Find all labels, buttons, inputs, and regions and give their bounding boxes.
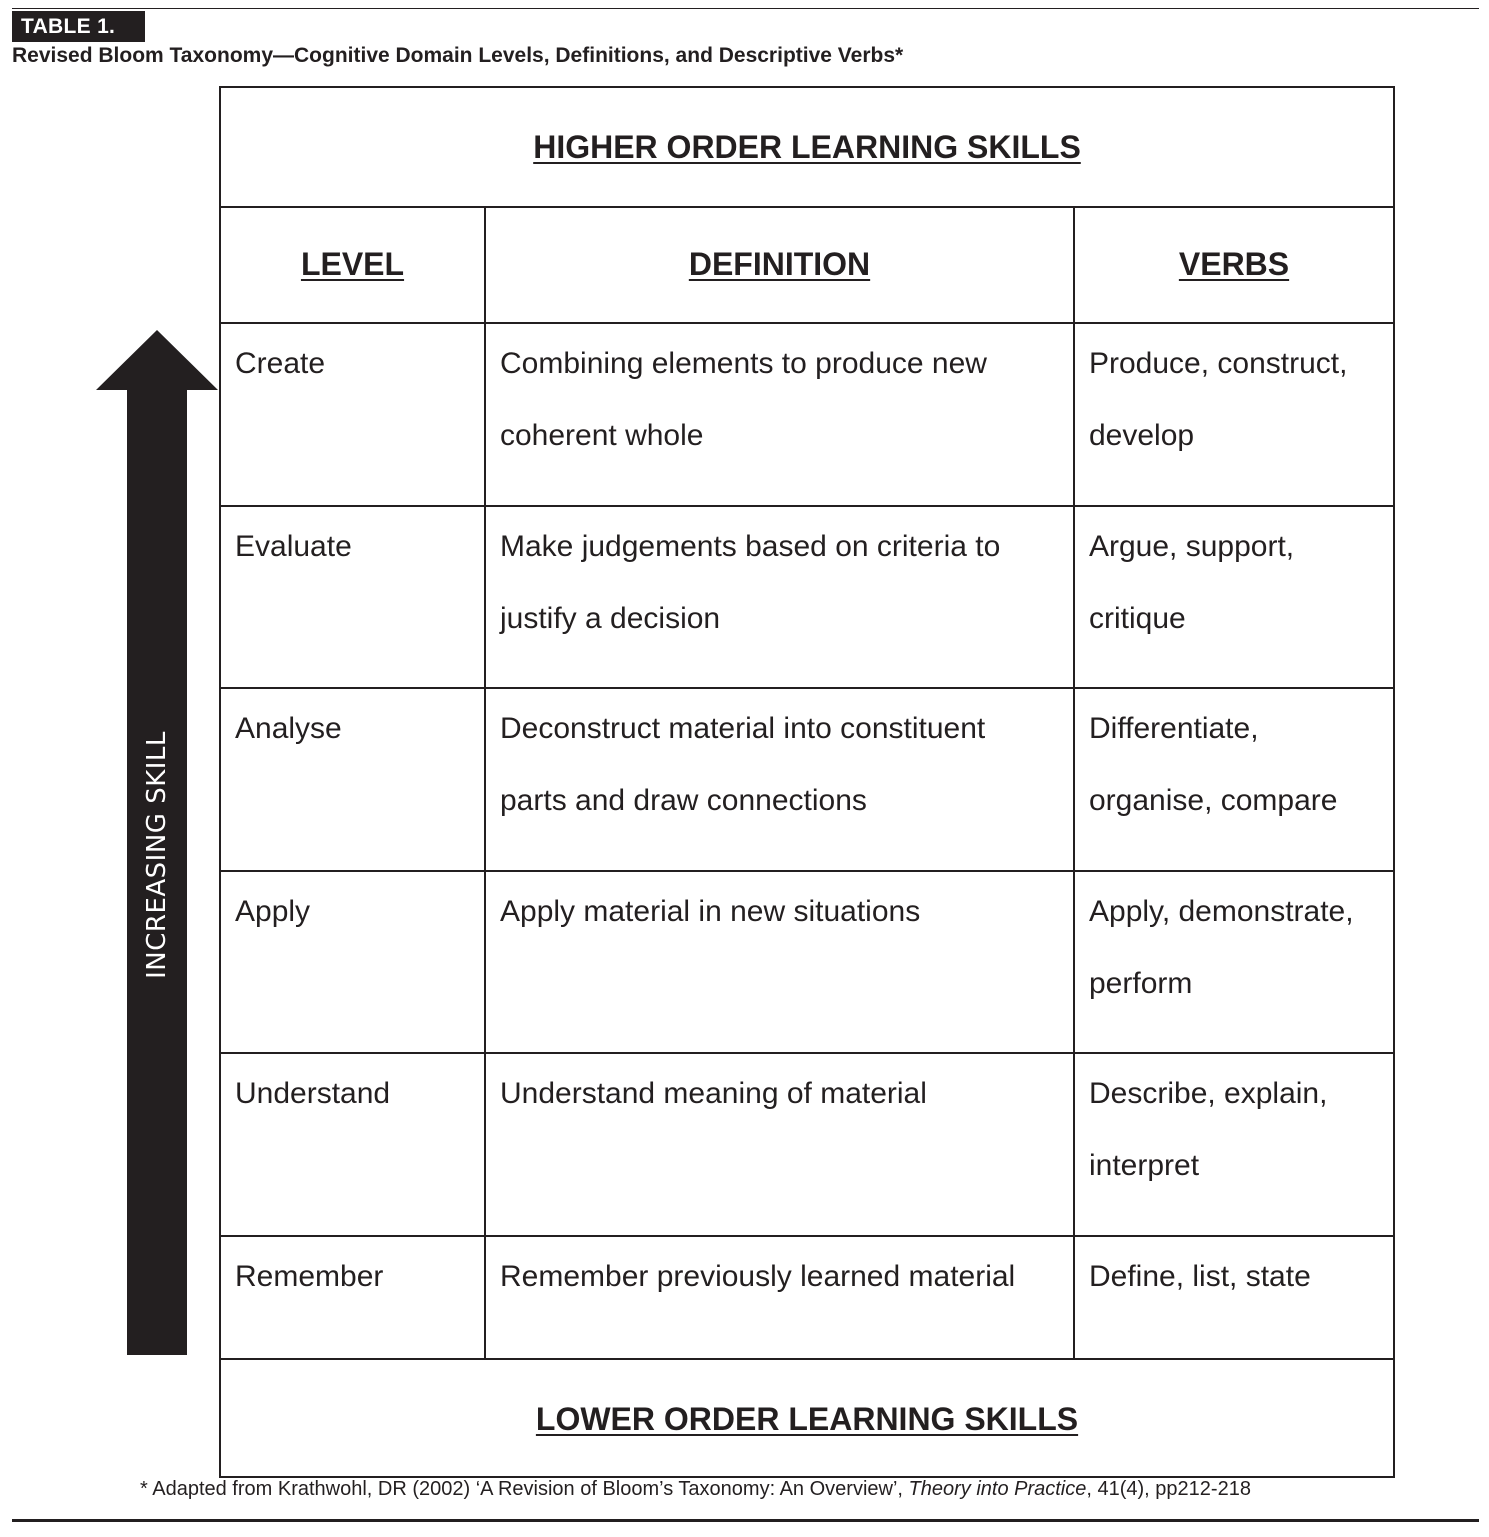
footnote — [140, 1478, 1251, 1501]
table-label: TABLE 1. — [12, 11, 145, 42]
header-definition — [486, 206, 1075, 324]
lower-order-band — [221, 1358, 1393, 1478]
row-apply-level: Apply — [221, 872, 486, 1054]
definition-header-text: DEFINITION — [688, 245, 871, 282]
header-level — [221, 206, 486, 324]
bottom-rule — [12, 1519, 1479, 1522]
taxonomy-grid — [221, 206, 1393, 1358]
row-evaluate-verbs: Argue, support, critique — [1075, 507, 1393, 689]
header-verbs — [1075, 206, 1393, 324]
higher-order-label: HIGHER ORDER LEARNING SKILLS — [533, 128, 1081, 165]
taxonomy-table — [219, 86, 1395, 1478]
table-caption: Revised Bloom Taxonomy—Cognitive Domain Levels, Definitions, and Descriptive Verbs* — [12, 44, 904, 67]
row-understand-definition: Understand meaning of material — [486, 1054, 1075, 1237]
row-remember-definition: Remember previously learned material — [486, 1237, 1075, 1358]
footnote-text: * Adapted from Krathwohl, DR (2002) ‘A Revision of Bloom’s Taxonomy: An Overview’, — [140, 1478, 909, 1500]
row-apply-definition: Apply material in new situations — [486, 872, 1075, 1054]
row-evaluate-definition: Make judgements based on criteria to justify a decision — [486, 507, 1075, 689]
row-analyse-definition: Deconstruct material into constituent parts and draw connections — [486, 689, 1075, 872]
higher-order-band — [221, 88, 1393, 208]
level-header-text: LEVEL — [300, 245, 405, 282]
row-understand-verbs: Describe, explain, interpret — [1075, 1054, 1393, 1237]
footnote-journal: Theory into Practice — [908, 1478, 1087, 1500]
row-analyse-level: Analyse — [221, 689, 486, 872]
row-understand-level: Understand — [221, 1054, 486, 1237]
top-rule — [12, 8, 1479, 9]
row-create-definition: Combining elements to produce new coherent whole — [486, 324, 1075, 507]
row-remember-verbs: Define, list, state — [1089, 1260, 1311, 1293]
lower-order-label: LOWER ORDER LEARNING SKILLS — [535, 1400, 1079, 1437]
row-evaluate-level: Evaluate — [221, 507, 486, 689]
verbs-header-text: VERBS — [1178, 245, 1290, 282]
row-create-verbs: Produce, construct, develop — [1075, 324, 1393, 507]
arrow-label: INCREASING SKILL — [142, 731, 172, 979]
row-create-level: Create — [221, 324, 486, 507]
row-remember-level: Remember — [221, 1237, 486, 1358]
footnote-citation: , 41(4), pp212-218 — [1086, 1478, 1251, 1500]
row-apply-verbs: Apply, demonstrate, perform — [1075, 872, 1393, 1054]
row-analyse-verbs: Differentiate, organise, compare — [1075, 689, 1393, 872]
